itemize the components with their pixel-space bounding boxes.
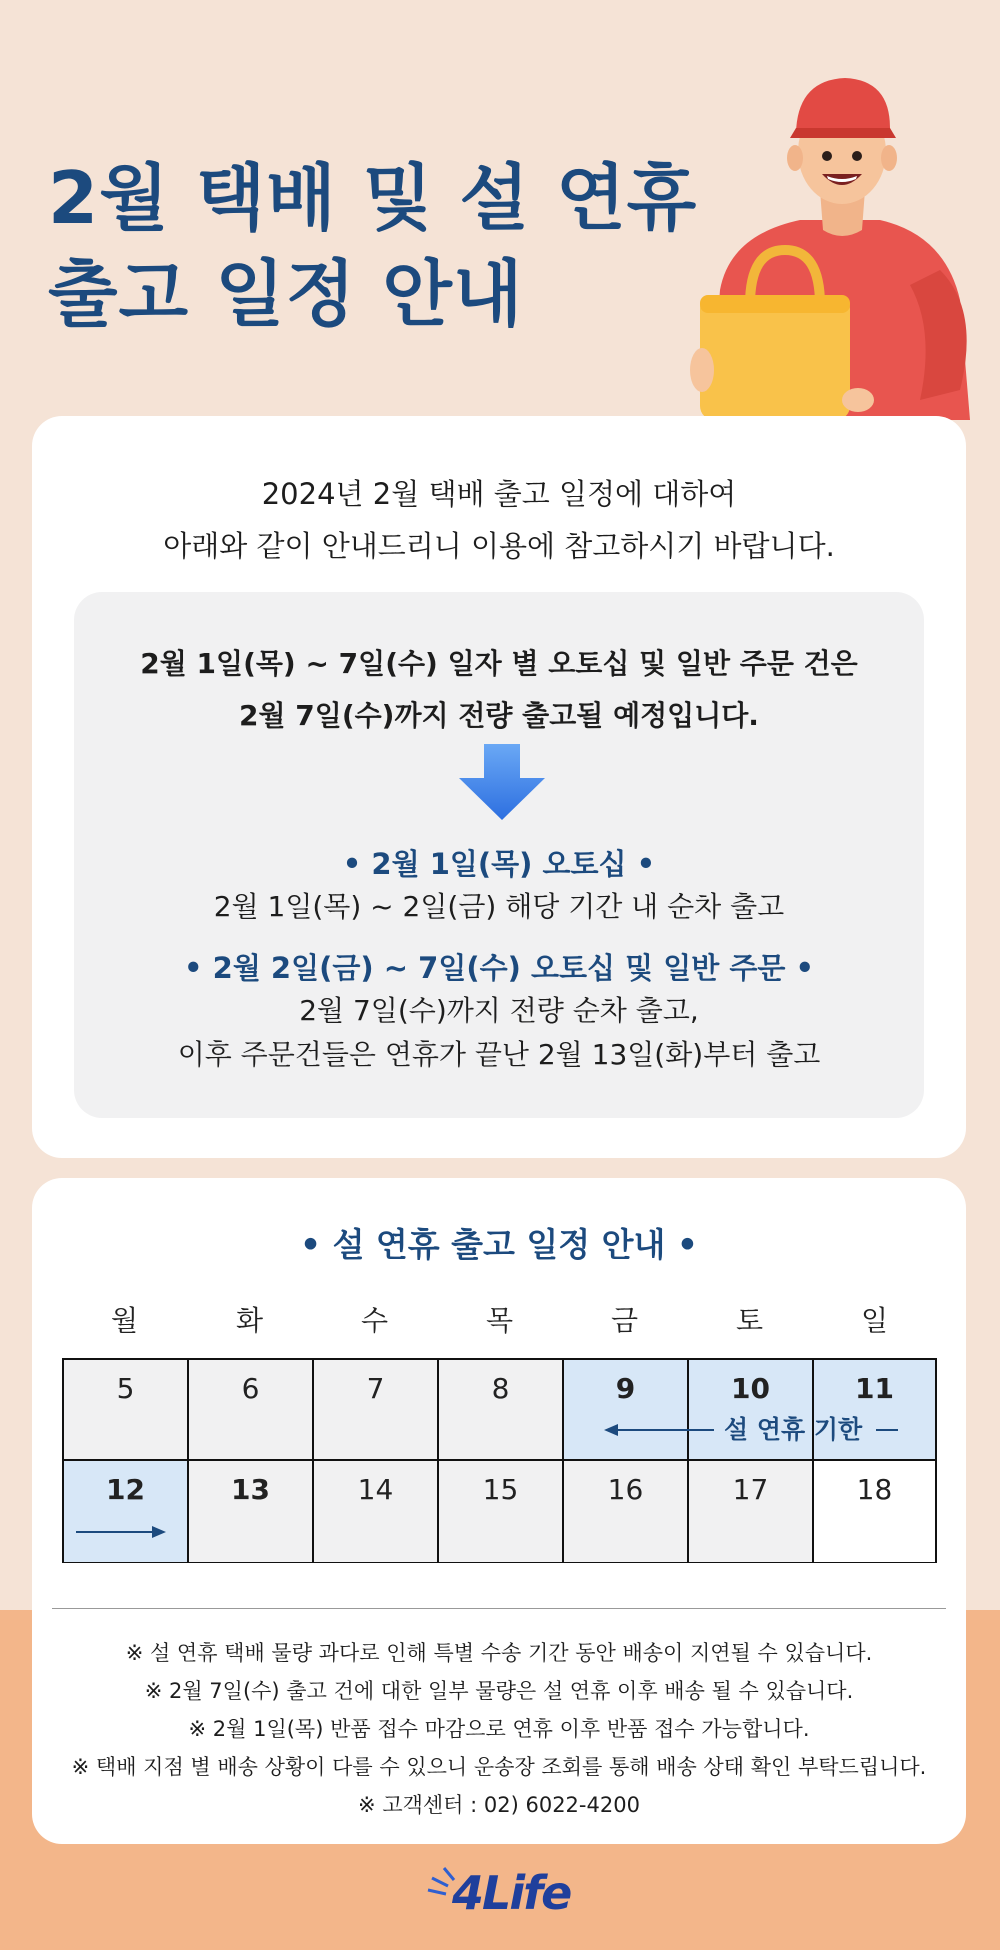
calendar-day: 5: [64, 1360, 189, 1461]
holiday-line-end: [876, 1422, 898, 1438]
lead-line-2: 2월 7일(수)까지 전량 출고될 예정입니다.: [239, 699, 759, 732]
lead-line-1: 2월 1일(목) ~ 7일(수) 일자 별 오토십 및 일반 주문 건은: [140, 647, 858, 680]
calendar-day-holiday: 12: [64, 1461, 189, 1562]
weekday-sat: 토: [735, 1304, 764, 1337]
calendar-title: • 설 연휴 출고 일정 안내 •: [299, 1225, 699, 1264]
calendar-day: 7: [314, 1360, 439, 1461]
calendar-day: 13: [189, 1461, 314, 1562]
block2-text-1: 2월 7일(수)까지 전량 순차 출고,: [299, 994, 699, 1027]
calendar-day: 6: [189, 1360, 314, 1461]
note-item: ※ 2월 7일(수) 출고 건에 대한 일부 물량은 설 연휴 이후 배송 될 수 있습니다.: [144, 1679, 854, 1703]
weekday-thu: 목: [485, 1304, 514, 1337]
calendar-day: 17: [689, 1461, 814, 1562]
note-item: ※ 2월 1일(목) 반품 접수 마감으로 연휴 이후 반품 접수 가능합니다.: [188, 1717, 810, 1741]
weekday-wed: 수: [360, 1304, 389, 1337]
note-item: ※ 택배 지점 별 배송 상황이 다를 수 있으니 운송장 조회를 통해 배송 상태 확인 부탁드립니다.: [71, 1755, 927, 1779]
down-arrow-icon: [457, 742, 547, 822]
calendar-day: 8: [439, 1360, 564, 1461]
block1-text: 2월 1일(목) ~ 2일(금) 해당 기간 내 순차 출고: [213, 890, 785, 923]
notice-card: [32, 416, 966, 1158]
intro-line-1: 2024년 2월 택배 출고 일정에 대하여: [261, 477, 737, 511]
weekday-mon: 월: [110, 1304, 139, 1337]
calendar-day-holiday: 10: [689, 1360, 814, 1461]
weekday-header: [62, 1296, 937, 1346]
notes: [32, 1634, 966, 1824]
left-arrow-icon: [604, 1422, 714, 1438]
calendar-card: [32, 1178, 966, 1844]
block2-title: • 2월 2일(금) ~ 7일(수) 오토십 및 일반 주문 •: [184, 951, 814, 985]
weekday-sun: 일: [860, 1304, 889, 1337]
divider: [52, 1608, 946, 1609]
intro-text: [32, 468, 966, 572]
holiday-label: 설 연휴 기한: [724, 1415, 863, 1444]
lead-text: [74, 638, 924, 742]
calendar-day-holiday: 11: [814, 1360, 935, 1461]
schedule-box: [74, 592, 924, 1118]
calendar-day: 18: [814, 1461, 935, 1562]
logo-text: 4Life: [452, 1866, 571, 1920]
right-arrow-icon: [76, 1524, 166, 1540]
weekday-fri: 금: [610, 1304, 639, 1337]
calendar-day: 16: [564, 1461, 689, 1562]
block2-text-2: 이후 주문건들은 연휴가 끝난 2월 13일(화)부터 출고: [177, 1038, 821, 1071]
note-item: ※ 고객센터 : 02) 6022-4200: [358, 1793, 640, 1817]
page-title: [48, 150, 697, 342]
intro-line-2: 아래와 같이 안내드리니 이용에 참고하시기 바랍니다.: [163, 529, 835, 563]
block1-title: • 2월 1일(목) 오토십 •: [342, 847, 656, 881]
calendar-day-holiday: 9: [564, 1360, 689, 1461]
weekday-tue: 화: [235, 1304, 264, 1337]
delivery-person-illustration: [690, 70, 990, 420]
calendar-day: 14: [314, 1461, 439, 1562]
calendar-grid: [62, 1358, 937, 1563]
title-line-1: 2월 택배 및 설 연휴: [48, 156, 698, 240]
title-line-2: 출고 일정 안내: [48, 252, 524, 336]
note-item: ※ 설 연휴 택배 물량 과다로 인해 특별 수송 기간 동안 배송이 지연될 수 있습니다.: [125, 1641, 873, 1665]
calendar-day: 15: [439, 1461, 564, 1562]
